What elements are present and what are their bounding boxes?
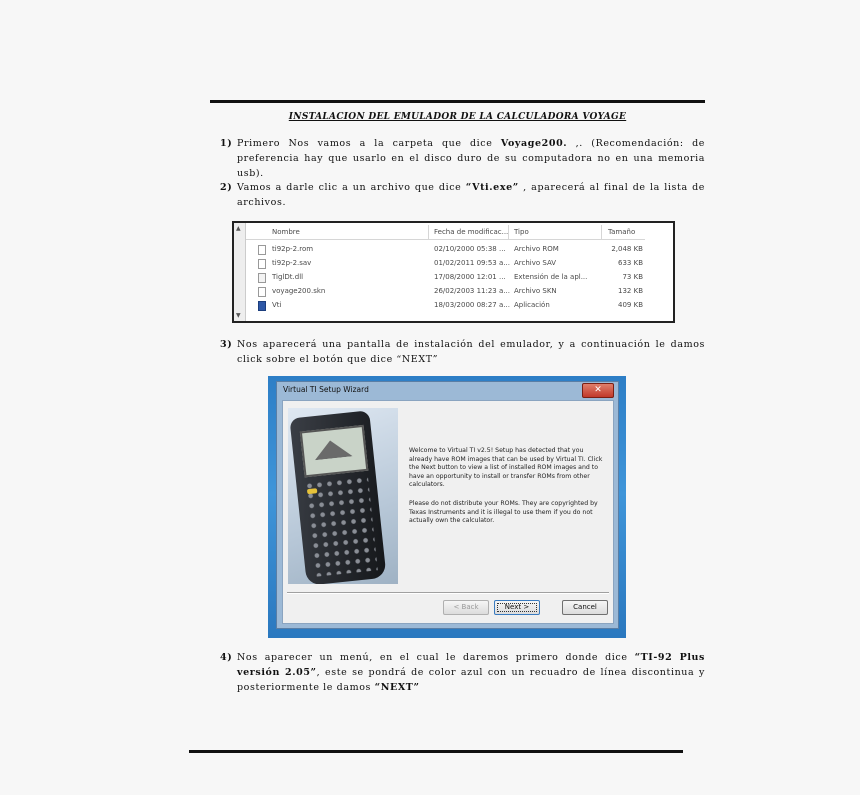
step-number: 4) bbox=[220, 652, 233, 663]
file-name: ti92p-2.sav bbox=[272, 259, 312, 267]
dll-icon bbox=[258, 273, 266, 283]
file-row[interactable] bbox=[246, 243, 645, 257]
wizard-welcome-text: Welcome to Virtual TI v2.5! Setup has detected that you already have ROM images that can be used by Virtual TI. Click the Next button to view a list of installed ROM images and to have an opportunity to install or transfer ROMs from other calculators. bbox=[409, 447, 603, 489]
divider bbox=[287, 592, 609, 593]
file-name: TiglDt.dll bbox=[272, 273, 304, 281]
file-icon bbox=[258, 287, 266, 297]
step-text: Vamos a darle clic a un archivo que dice “Vti.exe” , aparecerá al final de la lista de archivos. bbox=[237, 182, 705, 208]
file-list-header bbox=[246, 225, 645, 240]
app-icon bbox=[258, 301, 266, 311]
step-number: 1) bbox=[220, 138, 233, 149]
scroll-down-icon[interactable]: ▼ bbox=[236, 312, 241, 319]
file-icon bbox=[258, 259, 266, 269]
document-title: INSTALACION DEL EMULADOR DE LA CALCULADORA VOYAGE bbox=[288, 112, 627, 122]
calculator-image bbox=[288, 408, 398, 584]
file-type: Aplicación bbox=[514, 301, 550, 309]
back-button[interactable]: < Back bbox=[443, 600, 489, 615]
file-type: Archivo ROM bbox=[514, 245, 559, 253]
file-row[interactable] bbox=[246, 299, 645, 313]
file-date: 01/02/2011 09:53 a... bbox=[434, 259, 510, 267]
file-name: voyage200.skn bbox=[272, 287, 326, 295]
column-type[interactable]: Tipo bbox=[514, 228, 529, 236]
step-1 bbox=[220, 136, 705, 181]
step-number: 2) bbox=[220, 182, 233, 193]
file-type: Archivo SAV bbox=[514, 259, 557, 267]
wizard-copyright-text: Please do not distribute your ROMs. They are copyrighted by Texas Instruments and it is illegal to use them if you do not actually own the calculator. bbox=[409, 499, 598, 525]
file-row[interactable] bbox=[246, 285, 645, 299]
file-date: 26/02/2003 11:23 a... bbox=[434, 287, 510, 295]
file-size: 2,048 KB bbox=[611, 245, 643, 253]
close-icon[interactable]: ✕ bbox=[582, 383, 614, 398]
file-date: 18/03/2000 08:27 a... bbox=[434, 301, 510, 309]
file-type: Extensión de la apl... bbox=[514, 273, 588, 281]
wizard-message bbox=[409, 447, 607, 536]
step-2 bbox=[220, 180, 705, 210]
file-size: 409 KB bbox=[618, 301, 643, 309]
file-type: Archivo SKN bbox=[514, 287, 557, 295]
top-rule bbox=[210, 100, 705, 103]
file-date: 02/10/2000 05:38 ... bbox=[434, 245, 506, 253]
step-3 bbox=[220, 337, 705, 367]
file-row[interactable] bbox=[246, 257, 645, 271]
bottom-rule bbox=[189, 750, 683, 753]
cancel-button[interactable]: Cancel bbox=[562, 600, 608, 615]
next-button[interactable]: Next > bbox=[494, 600, 540, 615]
scroll-up-icon[interactable]: ▲ bbox=[236, 225, 241, 232]
wizard-title: Virtual TI Setup Wizard bbox=[283, 385, 369, 394]
file-name: Vti bbox=[272, 301, 282, 309]
wizard-client-area bbox=[282, 400, 614, 624]
step-text: Primero Nos vamos a la carpeta que dice Voyage200. ,. (Recomendación: de preferencia hay que usarlo en el disco duro de su computadora no en una memoria usb). bbox=[237, 138, 705, 179]
column-date[interactable]: Fecha de modificac... bbox=[434, 228, 509, 236]
file-size: 132 KB bbox=[618, 287, 643, 295]
step-text: Nos aparecerá una pantalla de instalación del emulador, y a continuación le damos click sobre el botón que dice “NEXT” bbox=[237, 339, 705, 365]
column-name[interactable]: Nombre bbox=[272, 228, 300, 236]
column-size[interactable]: Tamaño bbox=[608, 228, 636, 236]
file-list-screenshot bbox=[232, 221, 675, 323]
scrollbar[interactable] bbox=[234, 223, 246, 321]
step-number: 3) bbox=[220, 339, 233, 350]
file-icon bbox=[258, 245, 266, 255]
file-row[interactable] bbox=[246, 271, 645, 285]
step-4 bbox=[220, 650, 705, 695]
setup-wizard-window bbox=[276, 381, 619, 629]
file-name: ti92p-2.rom bbox=[272, 245, 314, 253]
file-size: 633 KB bbox=[618, 259, 643, 267]
calculator-icon bbox=[289, 410, 386, 584]
file-size: 73 KB bbox=[622, 273, 643, 281]
step-text: Nos aparecer un menú, en el cual le daremos primero donde dice “TI-92 Plus versión 2.05”, este se pondrá de color azul con un recuadro de línea discontinua y posteriormente le damos “NEXT” bbox=[237, 652, 706, 693]
file-date: 17/08/2000 12:01 ... bbox=[434, 273, 506, 281]
